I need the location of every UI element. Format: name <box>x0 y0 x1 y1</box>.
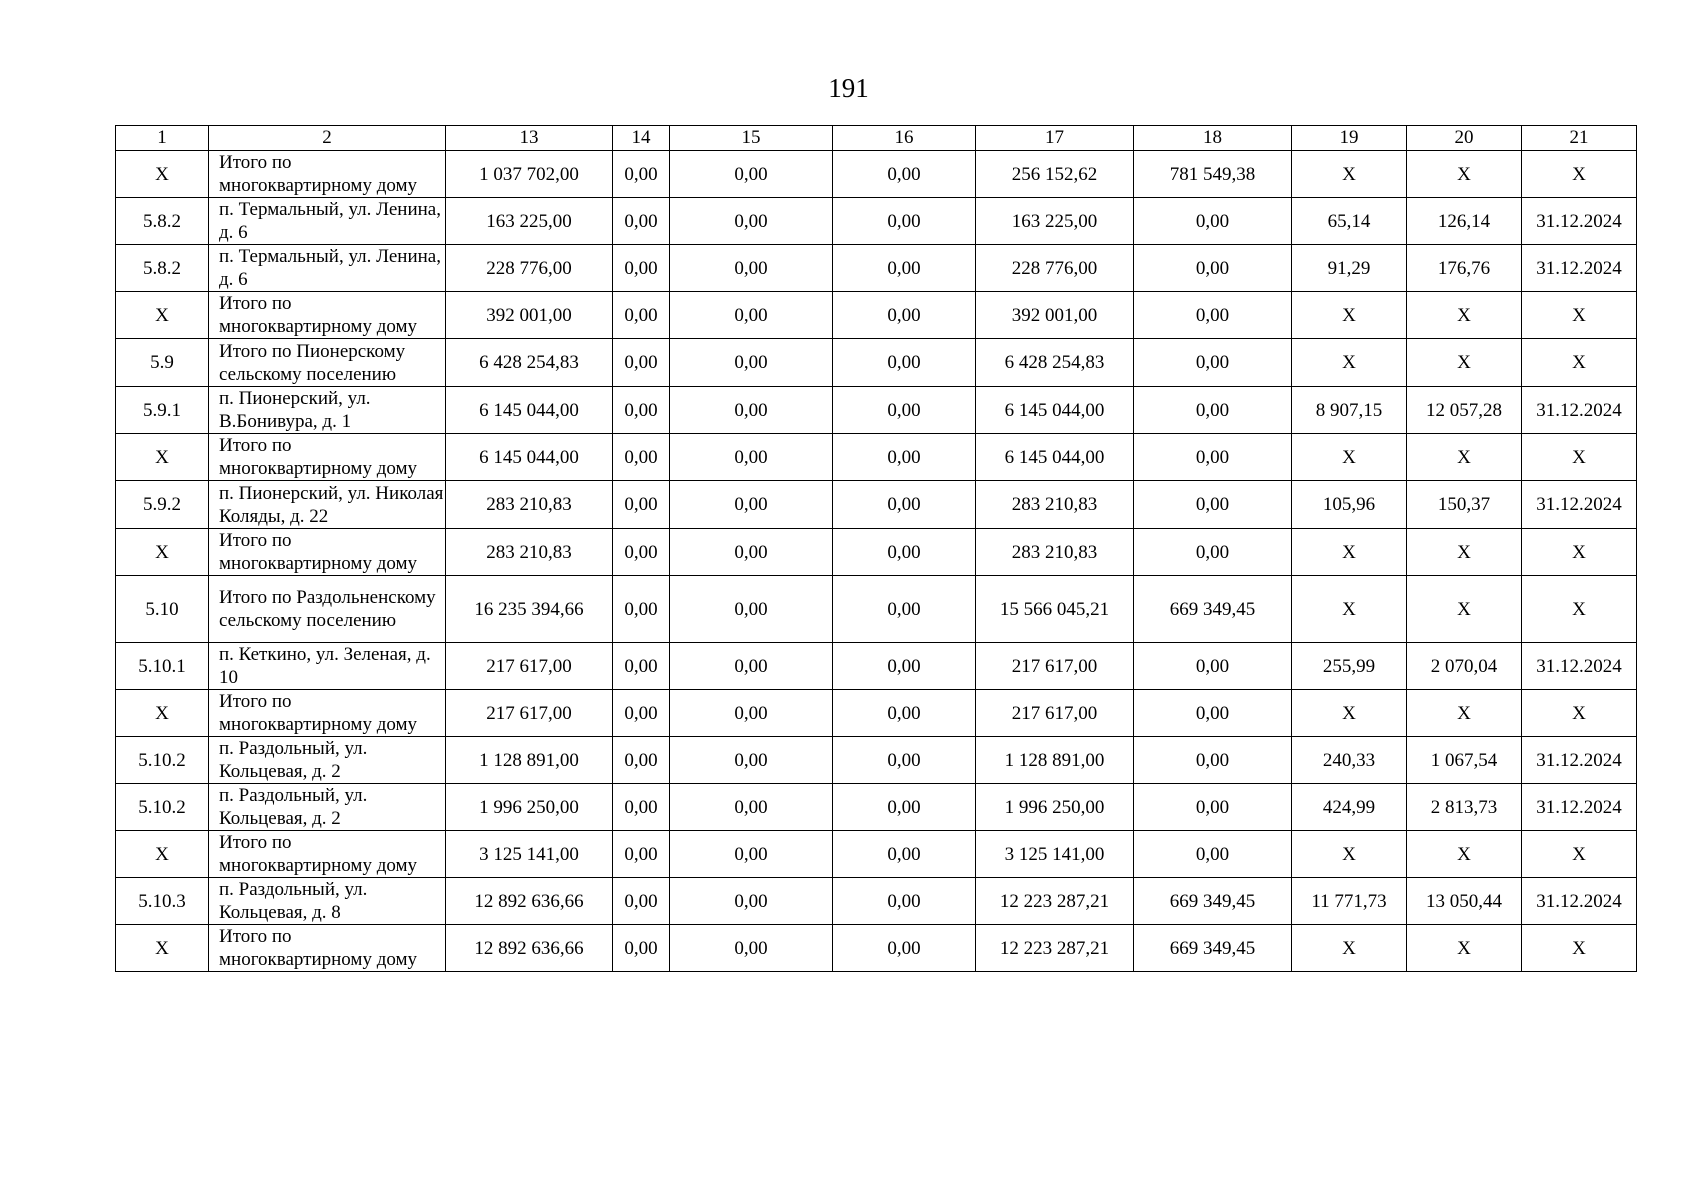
col-20-value-cell: X <box>1407 339 1522 387</box>
col-14-value-cell: 0,00 <box>613 434 670 481</box>
col-15-value-cell: 0,00 <box>670 529 833 576</box>
total-cost-cell: 6 428 254,83 <box>446 339 613 387</box>
col-18-value-cell: 0,00 <box>1134 643 1292 690</box>
col-19-value-cell: 91,29 <box>1292 245 1407 292</box>
col-14-value-cell: 0,00 <box>613 831 670 878</box>
address-cell: Итого по многоквартирному дому <box>209 292 446 339</box>
table-row <box>116 387 1637 434</box>
col-16-value-cell: 0,00 <box>833 339 976 387</box>
col-14-value-cell: 0,00 <box>613 690 670 737</box>
row-number-cell: X <box>116 292 209 339</box>
table-row <box>116 784 1637 831</box>
header-cell-col-15: 15 <box>670 126 833 151</box>
col-14-value-cell: 0,00 <box>613 387 670 434</box>
deadline-cell: X <box>1522 690 1637 737</box>
col-14-value-cell: 0,00 <box>613 481 670 529</box>
col-15-value-cell: 0,00 <box>670 690 833 737</box>
total-cost-cell: 12 892 636,66 <box>446 878 613 925</box>
table-row <box>116 737 1637 784</box>
address-cell: п. Раздольный, ул. Кольцевая, д. 8 <box>209 878 446 925</box>
col-15-value-cell: 0,00 <box>670 339 833 387</box>
table-row <box>116 643 1637 690</box>
col-19-value-cell: 11 771,73 <box>1292 878 1407 925</box>
total-cost-cell: 16 235 394,66 <box>446 576 613 643</box>
header-cell-col-2: 2 <box>209 126 446 151</box>
col-15-value-cell: 0,00 <box>670 576 833 643</box>
table-row <box>116 831 1637 878</box>
table-row <box>116 151 1637 198</box>
col-17-value-cell: 1 996 250,00 <box>976 784 1134 831</box>
col-15-value-cell: 0,00 <box>670 245 833 292</box>
col-14-value-cell: 0,00 <box>613 784 670 831</box>
col-16-value-cell: 0,00 <box>833 245 976 292</box>
col-16-value-cell: 0,00 <box>833 831 976 878</box>
deadline-cell: X <box>1522 576 1637 643</box>
col-15-value-cell: 0,00 <box>670 643 833 690</box>
total-cost-cell: 1 128 891,00 <box>446 737 613 784</box>
col-14-value-cell: 0,00 <box>613 737 670 784</box>
col-18-value-cell: 0,00 <box>1134 529 1292 576</box>
address-cell: п. Кеткино, ул. Зеленая, д. 10 <box>209 643 446 690</box>
col-17-value-cell: 217 617,00 <box>976 690 1134 737</box>
total-cost-cell: 1 996 250,00 <box>446 784 613 831</box>
deadline-cell: X <box>1522 339 1637 387</box>
row-number-cell: X <box>116 831 209 878</box>
col-18-value-cell: 0,00 <box>1134 737 1292 784</box>
col-20-value-cell: 2 813,73 <box>1407 784 1522 831</box>
data-table <box>115 125 1637 972</box>
col-16-value-cell: 0,00 <box>833 878 976 925</box>
header-cell-col-19: 19 <box>1292 126 1407 151</box>
col-15-value-cell: 0,00 <box>670 434 833 481</box>
col-14-value-cell: 0,00 <box>613 576 670 643</box>
col-19-value-cell: X <box>1292 925 1407 972</box>
header-row <box>116 126 1637 151</box>
address-cell: п. Термальный, ул. Ленина, д. 6 <box>209 245 446 292</box>
col-20-value-cell: X <box>1407 292 1522 339</box>
col-14-value-cell: 0,00 <box>613 643 670 690</box>
col-19-value-cell: X <box>1292 434 1407 481</box>
col-18-value-cell: 669 349,45 <box>1134 878 1292 925</box>
col-18-value-cell: 669 349,45 <box>1134 925 1292 972</box>
deadline-cell: X <box>1522 151 1637 198</box>
col-18-value-cell: 0,00 <box>1134 292 1292 339</box>
col-15-value-cell: 0,00 <box>670 784 833 831</box>
address-cell: Итого по многоквартирному дому <box>209 925 446 972</box>
row-number-cell: 5.8.2 <box>116 198 209 245</box>
row-number-cell: 5.8.2 <box>116 245 209 292</box>
col-15-value-cell: 0,00 <box>670 151 833 198</box>
col-16-value-cell: 0,00 <box>833 690 976 737</box>
col-17-value-cell: 217 617,00 <box>976 643 1134 690</box>
address-cell: п. Раздольный, ул. Кольцевая, д. 2 <box>209 784 446 831</box>
row-number-cell: 5.10.2 <box>116 784 209 831</box>
header-cell-col-1: 1 <box>116 126 209 151</box>
col-14-value-cell: 0,00 <box>613 339 670 387</box>
col-20-value-cell: X <box>1407 831 1522 878</box>
col-20-value-cell: 126,14 <box>1407 198 1522 245</box>
deadline-cell: 31.12.2024 <box>1522 878 1637 925</box>
col-18-value-cell: 0,00 <box>1134 831 1292 878</box>
address-cell: Итого по многоквартирному дому <box>209 690 446 737</box>
table-row <box>116 339 1637 387</box>
col-18-value-cell: 0,00 <box>1134 481 1292 529</box>
col-19-value-cell: 424,99 <box>1292 784 1407 831</box>
col-19-value-cell: X <box>1292 292 1407 339</box>
row-number-cell: 5.10.1 <box>116 643 209 690</box>
col-18-value-cell: 0,00 <box>1134 690 1292 737</box>
total-cost-cell: 6 145 044,00 <box>446 434 613 481</box>
address-cell: Итого по многоквартирному дому <box>209 529 446 576</box>
col-15-value-cell: 0,00 <box>670 878 833 925</box>
row-number-cell: 5.10.2 <box>116 737 209 784</box>
col-19-value-cell: 8 907,15 <box>1292 387 1407 434</box>
table-row <box>116 576 1637 643</box>
col-15-value-cell: 0,00 <box>670 831 833 878</box>
total-cost-cell: 163 225,00 <box>446 198 613 245</box>
row-number-cell: 5.9 <box>116 339 209 387</box>
address-cell: Итого по многоквартирному дому <box>209 831 446 878</box>
header-cell-col-13: 13 <box>446 126 613 151</box>
col-14-value-cell: 0,00 <box>613 245 670 292</box>
table-row <box>116 481 1637 529</box>
col-19-value-cell: 255,99 <box>1292 643 1407 690</box>
col-17-value-cell: 392 001,00 <box>976 292 1134 339</box>
col-15-value-cell: 0,00 <box>670 198 833 245</box>
col-17-value-cell: 15 566 045,21 <box>976 576 1134 643</box>
address-cell: Итого по Раздольненскому сельскому поселению <box>209 576 446 643</box>
col-17-value-cell: 3 125 141,00 <box>976 831 1134 878</box>
col-14-value-cell: 0,00 <box>613 925 670 972</box>
col-16-value-cell: 0,00 <box>833 387 976 434</box>
col-17-value-cell: 256 152,62 <box>976 151 1134 198</box>
row-number-cell: 5.10 <box>116 576 209 643</box>
page-number: 191 <box>828 73 869 103</box>
total-cost-cell: 283 210,83 <box>446 529 613 576</box>
deadline-cell: 31.12.2024 <box>1522 784 1637 831</box>
col-20-value-cell: 150,37 <box>1407 481 1522 529</box>
total-cost-cell: 392 001,00 <box>446 292 613 339</box>
col-20-value-cell: X <box>1407 529 1522 576</box>
col-19-value-cell: 65,14 <box>1292 198 1407 245</box>
col-19-value-cell: X <box>1292 151 1407 198</box>
col-15-value-cell: 0,00 <box>670 481 833 529</box>
col-19-value-cell: X <box>1292 529 1407 576</box>
address-cell: п. Пионерский, ул. Николая Коляды, д. 22 <box>209 481 446 529</box>
address-cell: п. Термальный, ул. Ленина, д. 6 <box>209 198 446 245</box>
col-20-value-cell: 176,76 <box>1407 245 1522 292</box>
col-20-value-cell: 13 050,44 <box>1407 878 1522 925</box>
col-20-value-cell: X <box>1407 576 1522 643</box>
col-16-value-cell: 0,00 <box>833 576 976 643</box>
deadline-cell: X <box>1522 292 1637 339</box>
address-cell: п. Раздольный, ул. Кольцевая, д. 2 <box>209 737 446 784</box>
header-cell-col-14: 14 <box>613 126 670 151</box>
col-18-value-cell: 0,00 <box>1134 339 1292 387</box>
col-17-value-cell: 283 210,83 <box>976 481 1134 529</box>
col-14-value-cell: 0,00 <box>613 529 670 576</box>
col-14-value-cell: 0,00 <box>613 878 670 925</box>
col-18-value-cell: 0,00 <box>1134 245 1292 292</box>
table-row <box>116 198 1637 245</box>
col-16-value-cell: 0,00 <box>833 198 976 245</box>
row-number-cell: 5.10.3 <box>116 878 209 925</box>
col-19-value-cell: X <box>1292 576 1407 643</box>
col-16-value-cell: 0,00 <box>833 481 976 529</box>
col-17-value-cell: 12 223 287,21 <box>976 925 1134 972</box>
col-20-value-cell: 1 067,54 <box>1407 737 1522 784</box>
header-cell-col-17: 17 <box>976 126 1134 151</box>
row-number-cell: X <box>116 529 209 576</box>
address-cell: Итого по многоквартирному дому <box>209 434 446 481</box>
address-cell: Итого по многоквартирному дому <box>209 151 446 198</box>
row-number-cell: X <box>116 434 209 481</box>
col-18-value-cell: 781 549,38 <box>1134 151 1292 198</box>
total-cost-cell: 217 617,00 <box>446 643 613 690</box>
col-20-value-cell: 12 057,28 <box>1407 387 1522 434</box>
col-19-value-cell: 105,96 <box>1292 481 1407 529</box>
header-cell-col-20: 20 <box>1407 126 1522 151</box>
deadline-cell: X <box>1522 434 1637 481</box>
deadline-cell: 31.12.2024 <box>1522 198 1637 245</box>
table-row <box>116 690 1637 737</box>
col-16-value-cell: 0,00 <box>833 434 976 481</box>
total-cost-cell: 1 037 702,00 <box>446 151 613 198</box>
col-14-value-cell: 0,00 <box>613 151 670 198</box>
col-16-value-cell: 0,00 <box>833 529 976 576</box>
col-15-value-cell: 0,00 <box>670 292 833 339</box>
col-16-value-cell: 0,00 <box>833 643 976 690</box>
col-19-value-cell: X <box>1292 690 1407 737</box>
total-cost-cell: 12 892 636,66 <box>446 925 613 972</box>
col-19-value-cell: X <box>1292 339 1407 387</box>
col-20-value-cell: X <box>1407 434 1522 481</box>
table-row <box>116 434 1637 481</box>
col-17-value-cell: 6 145 044,00 <box>976 434 1134 481</box>
col-20-value-cell: X <box>1407 151 1522 198</box>
row-number-cell: X <box>116 690 209 737</box>
total-cost-cell: 217 617,00 <box>446 690 613 737</box>
row-number-cell: 5.9.1 <box>116 387 209 434</box>
header-cell-col-18: 18 <box>1134 126 1292 151</box>
table-row <box>116 925 1637 972</box>
total-cost-cell: 283 210,83 <box>446 481 613 529</box>
col-17-value-cell: 12 223 287,21 <box>976 878 1134 925</box>
table-row <box>116 292 1637 339</box>
col-17-value-cell: 6 145 044,00 <box>976 387 1134 434</box>
col-14-value-cell: 0,00 <box>613 292 670 339</box>
col-17-value-cell: 6 428 254,83 <box>976 339 1134 387</box>
deadline-cell: 31.12.2024 <box>1522 245 1637 292</box>
col-20-value-cell: X <box>1407 690 1522 737</box>
col-19-value-cell: 240,33 <box>1292 737 1407 784</box>
table-row <box>116 878 1637 925</box>
header-cell-col-16: 16 <box>833 126 976 151</box>
col-16-value-cell: 0,00 <box>833 151 976 198</box>
address-cell: п. Пионерский, ул. В.Бонивура, д. 1 <box>209 387 446 434</box>
col-16-value-cell: 0,00 <box>833 784 976 831</box>
col-16-value-cell: 0,00 <box>833 292 976 339</box>
col-18-value-cell: 0,00 <box>1134 784 1292 831</box>
total-cost-cell: 3 125 141,00 <box>446 831 613 878</box>
col-18-value-cell: 0,00 <box>1134 387 1292 434</box>
col-17-value-cell: 1 128 891,00 <box>976 737 1134 784</box>
deadline-cell: X <box>1522 925 1637 972</box>
col-18-value-cell: 0,00 <box>1134 434 1292 481</box>
col-15-value-cell: 0,00 <box>670 737 833 784</box>
col-17-value-cell: 283 210,83 <box>976 529 1134 576</box>
col-20-value-cell: 2 070,04 <box>1407 643 1522 690</box>
total-cost-cell: 6 145 044,00 <box>446 387 613 434</box>
row-number-cell: X <box>116 925 209 972</box>
total-cost-cell: 228 776,00 <box>446 245 613 292</box>
col-16-value-cell: 0,00 <box>833 925 976 972</box>
col-16-value-cell: 0,00 <box>833 737 976 784</box>
col-15-value-cell: 0,00 <box>670 925 833 972</box>
row-number-cell: 5.9.2 <box>116 481 209 529</box>
col-15-value-cell: 0,00 <box>670 387 833 434</box>
col-17-value-cell: 228 776,00 <box>976 245 1134 292</box>
deadline-cell: 31.12.2024 <box>1522 387 1637 434</box>
deadline-cell: 31.12.2024 <box>1522 643 1637 690</box>
col-14-value-cell: 0,00 <box>613 198 670 245</box>
row-number-cell: X <box>116 151 209 198</box>
address-cell: Итого по Пионерскому сельскому поселению <box>209 339 446 387</box>
header-cell-col-21: 21 <box>1522 126 1637 151</box>
deadline-cell: 31.12.2024 <box>1522 737 1637 784</box>
deadline-cell: X <box>1522 831 1637 878</box>
col-18-value-cell: 669 349,45 <box>1134 576 1292 643</box>
deadline-cell: X <box>1522 529 1637 576</box>
table-row <box>116 529 1637 576</box>
col-17-value-cell: 163 225,00 <box>976 198 1134 245</box>
col-18-value-cell: 0,00 <box>1134 198 1292 245</box>
col-19-value-cell: X <box>1292 831 1407 878</box>
deadline-cell: 31.12.2024 <box>1522 481 1637 529</box>
col-20-value-cell: X <box>1407 925 1522 972</box>
table-row <box>116 245 1637 292</box>
